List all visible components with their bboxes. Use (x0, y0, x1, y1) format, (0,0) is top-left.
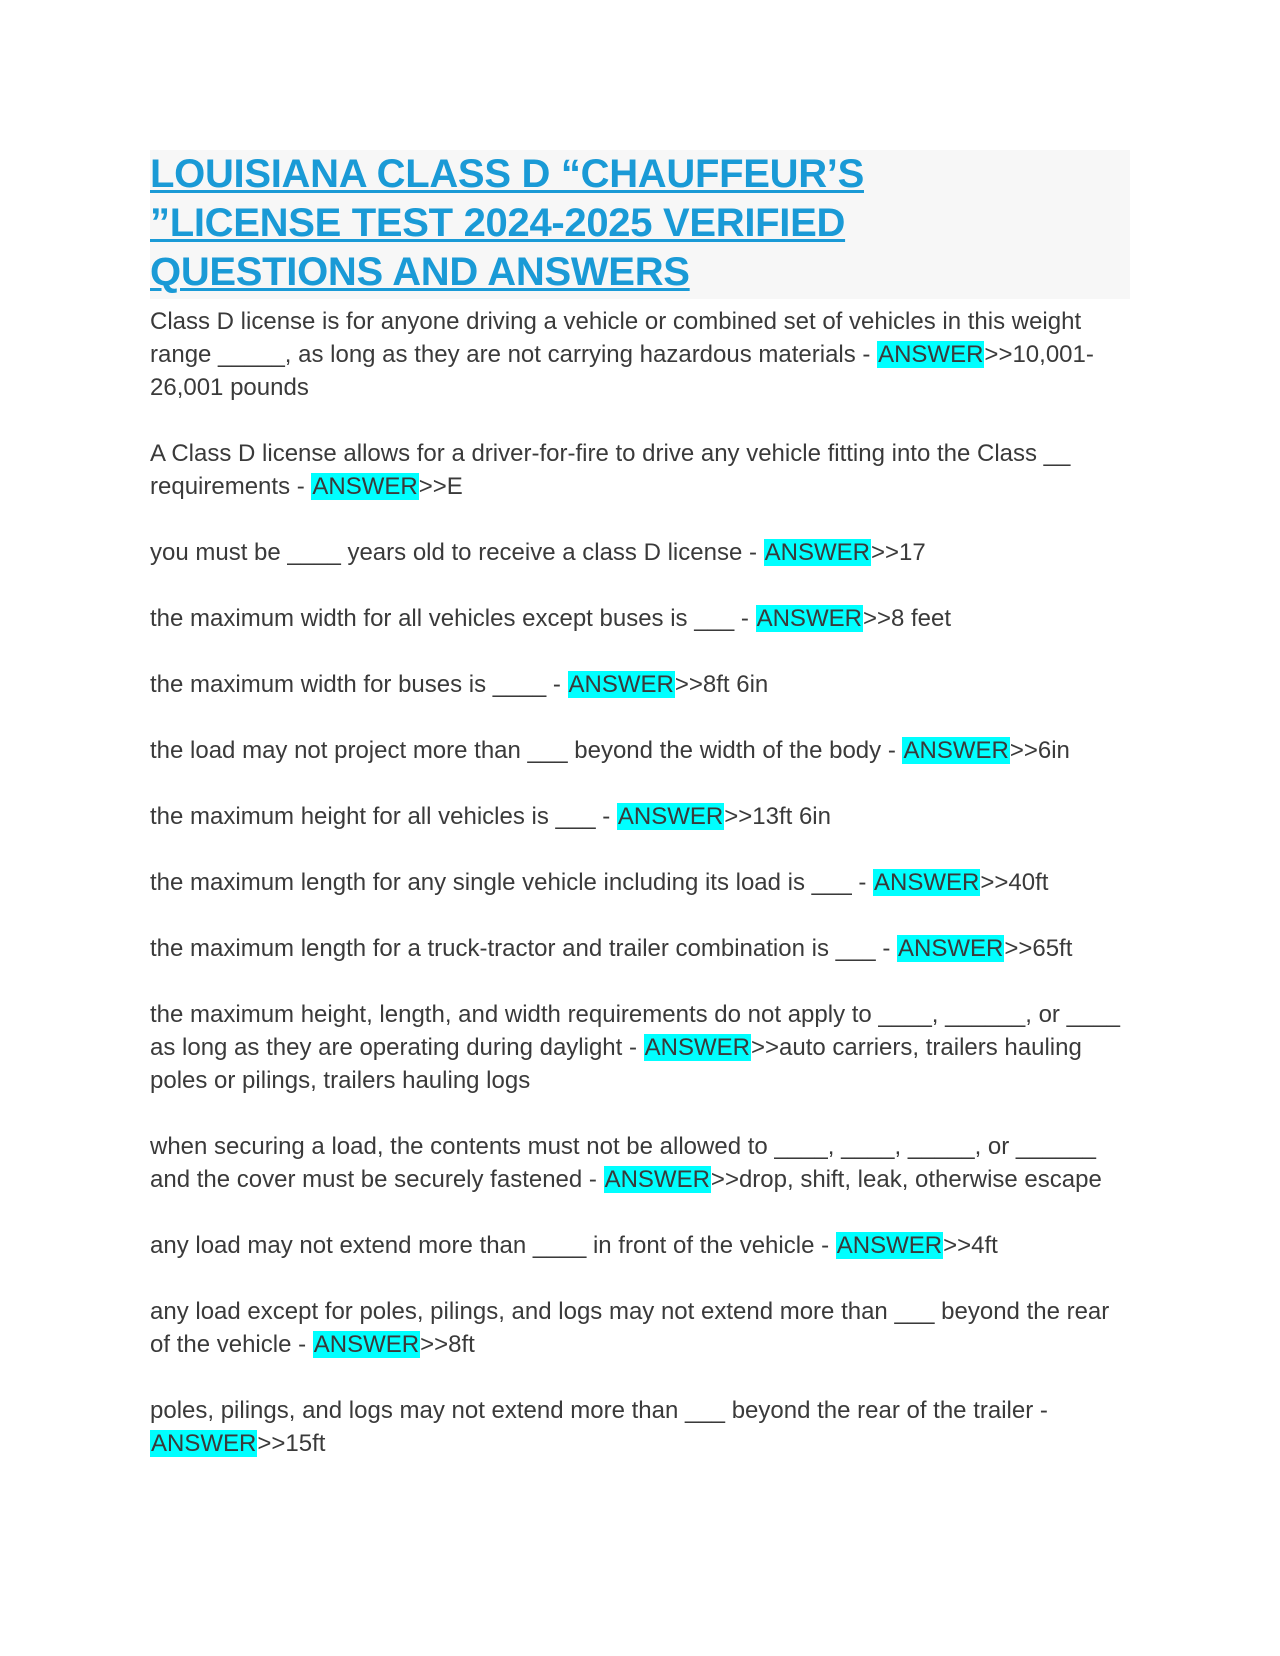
title-line-3: QUESTIONS AND ANSWERS (150, 250, 690, 294)
answer-label: ANSWER (313, 1331, 420, 1358)
qa-item (150, 998, 1130, 1097)
title-line-2: ”LICENSE TEST 2024-2025 VERIFIED (150, 201, 846, 245)
qa-item (150, 536, 1130, 569)
answer-label: ANSWER (312, 473, 418, 500)
answer-label: ANSWER (874, 869, 980, 896)
answer-label: ANSWER (568, 671, 674, 698)
question-text: A Class D license allows for a driver-for-fire to drive any vehicle fitting into the Class __ requirements - (150, 440, 1071, 500)
answer-label: ANSWER (836, 1232, 943, 1259)
answer-label: ANSWER (878, 341, 984, 368)
question-text: the maximum height for all vehicles is ___ - (150, 803, 617, 830)
answer-label: ANSWER (604, 1166, 710, 1193)
title-block (150, 150, 1130, 299)
question-text: Class D license is for anyone driving a vehicle or combined set of vehicles in this weight range _____, as long as they are not carrying hazardous materials - (150, 308, 1082, 368)
answer-text: >>65ft (1004, 935, 1073, 962)
answer-label: ANSWER (617, 803, 724, 830)
question-text: when securing a load, the contents must not be allowed to ____, ____, _____, or ______ and the cover must be securely fastened - (150, 1133, 1097, 1193)
qa-item (150, 932, 1130, 965)
question-text: the maximum length for a truck-tractor and trailer combination is ___ - (150, 935, 897, 962)
qa-item (150, 305, 1130, 404)
answer-text: >>17 (870, 539, 926, 566)
answer-label: ANSWER (151, 1430, 257, 1457)
question-text: poles, pilings, and logs may not extend more than ___ beyond the rear of the trailer - (150, 1397, 1048, 1424)
answer-text: >>13ft 6in (724, 803, 831, 830)
document-title (150, 150, 1130, 297)
qa-list (150, 305, 1130, 1460)
qa-item (150, 1295, 1130, 1361)
answer-text: >>8ft 6in (674, 671, 769, 698)
qa-item (150, 1394, 1130, 1460)
answer-text: >>8ft (420, 1331, 475, 1358)
question-text: any load may not extend more than ____ in front of the vehicle - (150, 1232, 836, 1259)
answer-label: ANSWER (903, 737, 1009, 764)
answer-text: >>4ft (943, 1232, 998, 1259)
answer-label: ANSWER (644, 1034, 750, 1061)
answer-text: >>auto carriers, trailers hauling poles or pilings, trailers hauling logs (150, 1034, 1082, 1094)
question-text: any load except for poles, pilings, and logs may not extend more than ___ beyond the rear of the vehicle - (150, 1298, 1110, 1358)
answer-label: ANSWER (764, 539, 870, 566)
document-page (150, 150, 1130, 1460)
question-text: the load may not project more than ___ beyond the width of the body - (150, 737, 903, 764)
question-text: the maximum length for any single vehicle including its load is ___ - (150, 869, 874, 896)
question-text: the maximum width for all vehicles except buses is ___ - (150, 605, 756, 632)
question-text: the maximum height, length, and width requirements do not apply to ____, ______, or ____ as long as they are operating during daylight - (150, 1001, 1120, 1061)
question-text: the maximum width for buses is ____ - (150, 671, 568, 698)
answer-text: >>6in (1009, 737, 1070, 764)
title-line-1: LOUISIANA CLASS D “CHAUFFEUR’S (150, 152, 864, 196)
answer-text: >>8 feet (862, 605, 952, 632)
answer-text: >>drop, shift, leak, otherwise escape (710, 1166, 1102, 1193)
question-text: you must be ____ years old to receive a class D license - (150, 539, 764, 566)
answer-text: >>15ft (257, 1430, 326, 1457)
qa-item (150, 1229, 1130, 1262)
qa-item (150, 800, 1130, 833)
answer-label: ANSWER (756, 605, 862, 632)
qa-item (150, 734, 1130, 767)
qa-item (150, 866, 1130, 899)
qa-item (150, 668, 1130, 701)
qa-item (150, 602, 1130, 635)
answer-text: >>E (418, 473, 463, 500)
qa-item (150, 437, 1130, 503)
answer-label: ANSWER (897, 935, 1004, 962)
qa-item (150, 1130, 1130, 1196)
answer-text: >>40ft (980, 869, 1049, 896)
answer-text: >>10,001-26,001 pounds (150, 341, 1094, 401)
